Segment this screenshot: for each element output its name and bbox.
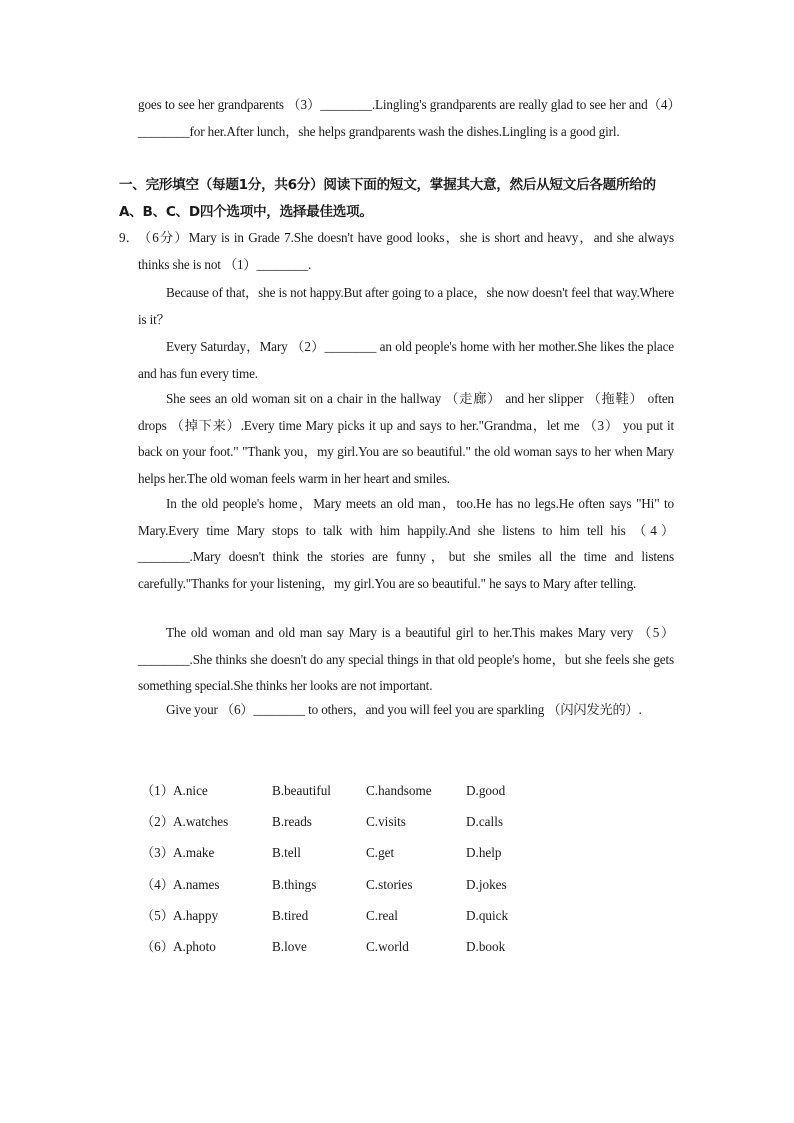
option-d[interactable]: D.calls bbox=[466, 814, 503, 830]
option-d[interactable]: D.good bbox=[466, 783, 506, 798]
option-b[interactable]: B.tired bbox=[272, 907, 309, 923]
passage-paragraph-5: The old woman and old man say Mary is a beautiful girl to her.This makes Mary very （5）________.She thinks she doesn't do any special things in that old people's home，but she feels she gets something special.She thinks her looks are not important. bbox=[138, 625, 674, 693]
option-a[interactable]: A.watches bbox=[173, 814, 229, 830]
passage-paragraph-4: In the old people's home，Mary meets an old man，too.He has no legs.He often says "Hi" to Mary.Every time Mary stops to talk with him happily.And she listens to him tell his （4）________.Mary doesn't think the stories are funny，but she smiles all the time and listens carefully."Thanks for your listening，my girl.You are so beautiful." he says to Mary after telling. bbox=[138, 496, 674, 591]
option-number: （6） bbox=[141, 938, 174, 954]
section-heading: 一、完形填空（每题1分，共6分）阅读下面的短文，掌握其大意，然后从短文后各题所给的A、B、C、D四个选项中，选择最佳选项。 bbox=[119, 177, 656, 220]
option-number: （4） bbox=[141, 876, 174, 892]
option-row-6 bbox=[141, 934, 561, 965]
option-number: （5） bbox=[141, 907, 174, 923]
answer-options bbox=[141, 778, 561, 965]
passage-paragraph-1: Because of that，she is not happy.But after going to a place，she now doesn't feel that way.Where is it？ bbox=[138, 285, 674, 327]
option-row-4 bbox=[141, 872, 561, 903]
option-row-1 bbox=[141, 778, 561, 809]
option-c[interactable]: C.visits bbox=[366, 814, 406, 830]
option-number: （3） bbox=[141, 845, 174, 861]
option-row-2 bbox=[141, 809, 561, 840]
option-a[interactable]: A.happy bbox=[173, 907, 219, 923]
option-b[interactable]: B.reads bbox=[272, 814, 312, 830]
option-c[interactable]: C.real bbox=[366, 907, 398, 923]
option-row-5 bbox=[141, 903, 561, 934]
option-a[interactable]: A.nice bbox=[173, 783, 208, 798]
intro-paragraph: goes to see her grandparents （3）________.Lingling's grandparents are really glad to see her and（4）________for her.After lunch，she helps grandparents wash the dishes.Lingling is a good girl. bbox=[138, 97, 674, 139]
option-c[interactable]: C.get bbox=[366, 845, 395, 861]
option-d[interactable]: D.help bbox=[466, 845, 502, 861]
question-first-paragraph: （6分）Mary is in Grade 7.She doesn't have good looks，she is short and heavy，and she always thinks she is not （1）________. bbox=[138, 230, 674, 272]
option-b[interactable]: B.beautiful bbox=[272, 783, 331, 798]
passage-paragraph-2: Every Saturday，Mary （2）________ an old people's home with her mother.She likes the place and has fun every time. bbox=[138, 339, 674, 381]
option-d[interactable]: D.quick bbox=[466, 907, 509, 923]
option-a[interactable]: A.make bbox=[173, 845, 215, 861]
option-b[interactable]: B.things bbox=[272, 876, 317, 892]
option-c[interactable]: C.world bbox=[366, 938, 409, 954]
option-c[interactable]: C.stories bbox=[366, 876, 413, 892]
option-a[interactable]: A.names bbox=[173, 876, 220, 892]
option-row-3 bbox=[141, 840, 561, 871]
option-b[interactable]: B.tell bbox=[272, 845, 301, 861]
passage-paragraph-3: She sees an old woman sit on a chair in the hallway （走廊） and her slipper （拖鞋） often drops （掉下来）.Every time Mary picks it up and says to her."Grandma，let me （3） you put it back on your foot." "Thank you，my girl.You are so beautiful." the old woman says to her when Mary helps her.The old woman feels warm in her heart and smiles. bbox=[138, 391, 674, 486]
option-number: （1） bbox=[141, 783, 174, 798]
passage-paragraph-6: Give your （6）________ to others，and you will feel you are sparkling （闪闪发光的）. bbox=[166, 702, 642, 717]
option-b[interactable]: B.love bbox=[272, 938, 307, 954]
option-d[interactable]: D.jokes bbox=[466, 876, 507, 892]
option-d[interactable]: D.book bbox=[466, 938, 506, 954]
option-a[interactable]: A.photo bbox=[173, 938, 216, 954]
question-number: 9． bbox=[119, 230, 139, 245]
option-number: （2） bbox=[141, 814, 174, 830]
option-c[interactable]: C.handsome bbox=[366, 783, 432, 798]
